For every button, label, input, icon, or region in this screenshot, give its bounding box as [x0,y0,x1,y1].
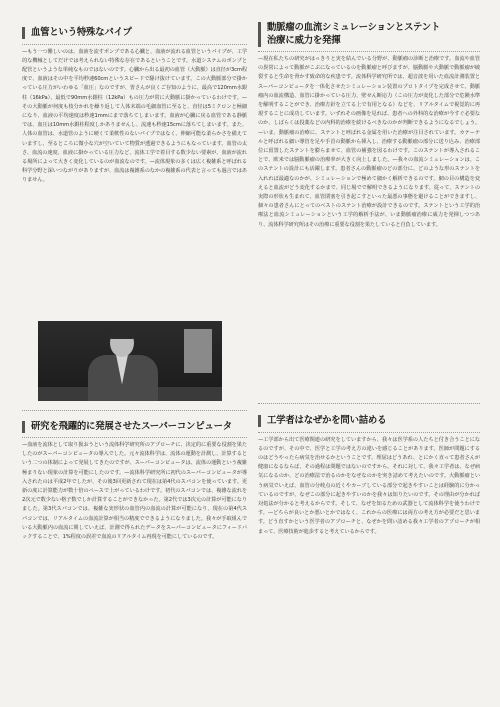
section-heading [258,22,480,47]
divider [22,410,247,411]
heading-bar [22,27,25,39]
divider [258,432,480,433]
paragraph: —現在私たちの研究がはっきりと実を結んでいる分野が、動脈瘤の診断と治療です。血流や血管の異常によって動脈がこぶになっているのを動脈瘤と呼びますが、脳動脈や大動脈で動脈瘤が破裂すると生命を脅かす致命的な疾患です。流体科学研究所では、超音波を用いた血流計測装置とスーパーコンピュータを一体化させたシミュレーション装置のプロトタイプを完成させて、動脈瘤内の血流構造、血管に掛かっている圧力、壁せん断応力（この圧力が変化した部分で危険水準を解明することができ、治療方針を立てる上で有用となる）などを、リアルタイムで視覚的に再現することに成功しています。いずれその画像を見れば、患者への外科的な治療が今すぐ必要なのか、しばらくは投薬などの内科的治療を続けるべきなのかが判断できるようになるでしょう。—いま、動脈瘤の治療に、ステントと呼ばれる金属を用いた治療が注目されています。カテーテルと呼ばれる細い導管を足や手首の動脈から挿入し、治療する動脈瘤の部分に送り込み、治療部位に留置したステントを膨らませて、血管の補強を図るわけです。このステントが導入されることで、欧米では脳動脈瘤の治療率が大きく向上しました。—我々の血流シミュレーションは、このステントの設計にも活躍します。患者さんの動脈瘤のどの部分に、どのような形のステントを入れれば最適なのかが、シミュレーションで極めて細かく解析できるのです。網の目の構造を変えると血流がどう変化するかまで、同じ場でで解明できるようになります。従って、ステントの実際の形状も生まれて、血管閉塞を引き起こすといった最悪の事態を避けることができますし、個々の患者さんにとってのベストのステント治療が設計できるのです。ステントという工学的治療法と血流シミュレーションという工学的解析手法が、いま動脈瘤治療に威力を発揮しつつあり、流体科学研究所はその治療に重要な役割を果たしていると自負しています。 [258,56,480,228]
heading-bar [22,421,25,433]
paragraph: —血液を流体として取り扱おうという流体科学研究所のアプローチに、決定的に重要な役割を果たしたのがスーパーコンピュータの導入でした。元々流体科学は、流体の運動を計測し、計算するという二つの体制によって発展してきたのですが、スーパーコンピュータは、流体の運動という複雑極まりない現象の計算を可能にしたのです。—流体科学研究所に初代のスーパーコンピュータが導入されたのは平成2年でしたが、その後3回更新されて現在は第4代のスパコンを使っています。更新の度に計算能力が数十倍のペースで上がっているわけです。初代のスパコンでは、複雑な流れを2次元で数少ない格子数でしか計算することができなかった。第2代では3次元の計算が可能になりました。第3代スパコンでは、複雑な実形状の血管内の血流の計算が可能になり、現在の第4代スパコンでは、リアルタイムの血流計算が相当の精度でできるようになりました。我々が手取組んでいる大動脈内の血流に関していえば、計測で得られたデータをスーパーコンピュータにフィードバックすることで、1%程度の誤差で血流のリアルタイム再現を可能にしているのです。 [22,442,247,541]
section-body [258,55,480,395]
heading-bar [258,22,261,47]
photo-person-hair [109,327,135,339]
section-heading [22,27,247,40]
divider [22,44,247,45]
section-heading [258,415,480,428]
photo-window [184,329,212,373]
divider [258,51,480,52]
divider [22,437,247,438]
section-body [22,441,247,681]
section-body [22,48,247,312]
heading-bar [258,415,261,427]
section-aneurysm [258,22,480,395]
section-title: 血管という特殊なパイプ [31,27,132,38]
section-vessel [22,27,247,312]
section-title: 工学者はなぜかを問い詰める [267,415,387,426]
paragraph: —もう一つ難しいのは、血液を流すポンプである心臓と、血液が流れる血管というパイプが、工学的な機械としてだけでは考えられない特殊な存在であるということです。水道システムのポンプと配管というような単純なものではないのです。心臓から出る最初の血管（大動脈）は直径が3cm程度で、血液はその中を平均秒速60cmというスピードで駆け抜けています。この大動脈部分で掛かっている圧力がいわゆる「血圧」なのですが、皆さんが良くご存知のように、最高で120mm水銀柱（16kPa）、最低で90mm水銀柱（12kPa）もの圧力が常に大動脈に掛かっているわけです。—その大動脈が何度も枝分かれを繰り返して人体末端の毛細血管に至ると、直径は5ミクロンと極細になり、血液の平均速度は秒速1mmにまで落ちてしまいます。血液が心臓に戻る血管である静脈では、血圧は10mm水銀柱程度しかありませんし、流速も秒速15cmに落ちてしまいます。また、人体の血管は、水道管のように硬くて柔軟性のないパイプではなく、伸縮可能な柔らかさを備えていますし、至るところに微小な穴が空いていて物質が透過できるようにもなっています。血管の太さ、血流の速度、血液に掛かっている圧力など、流体工学で着目する数少ない要素が、血液が流れる場所によって大きく変化しているのが血流なのです。—流体現象の多くは広く複雑系と呼ばれる科学分野と深いつながりがありますが、血流は複雑系のなかの複雑系の代表と言っても過言ではありません。 [22,48,247,184]
section-title: 動脈瘤の血流シミュレーションとステント治療に威力を発揮 [267,22,441,46]
right-column [258,0,480,648]
divider [258,403,480,404]
section-supercomputer [22,421,247,682]
left-column [22,0,247,681]
section-engineers [258,415,480,648]
paragraph: —工学部から出て医療関連の研究をしていますから、我々は医学系の人たちと付き合うことになるのですが、その中で、医学と工学の考え方の違いを感じることがあります。医師が問題にするのはどうやったら病気を治せるかということです。理屈はどうあれ、とにかく直って患者さんが健康になるならば、その過程は問題ではないのですから。それに対して、我々工学者は、なぜ病気になるのか、どの治療法で治るのかをなぜなのかを突き詰めて考えたいのです。大動脈瘤という病気でいえば、血管の分岐点の近くやカーブしている部分で起きやすいことは経験的に分かっているのですが、なぜこの部分に起きやすいのかを我々は知りたいのです。その理由が分かれば対処法が分かると考えるからです。そして、なぜを知るための武器として流体科学を使うわけです。—どちらが良いとか悪いとかではなく、これからの医療には両方の考え方が必要だと思います。どう直すかという医学者のアプローチと、なぜかを問い詰める我々工学者のアプローチが相まって、医療技術が進歩すると考えているからです。 [258,436,480,535]
section-title: 研究を飛躍的に発展させたスーパーコンピュータ [31,420,232,432]
researcher-photo [38,321,222,401]
section-body [258,436,480,648]
section-heading [22,421,247,434]
